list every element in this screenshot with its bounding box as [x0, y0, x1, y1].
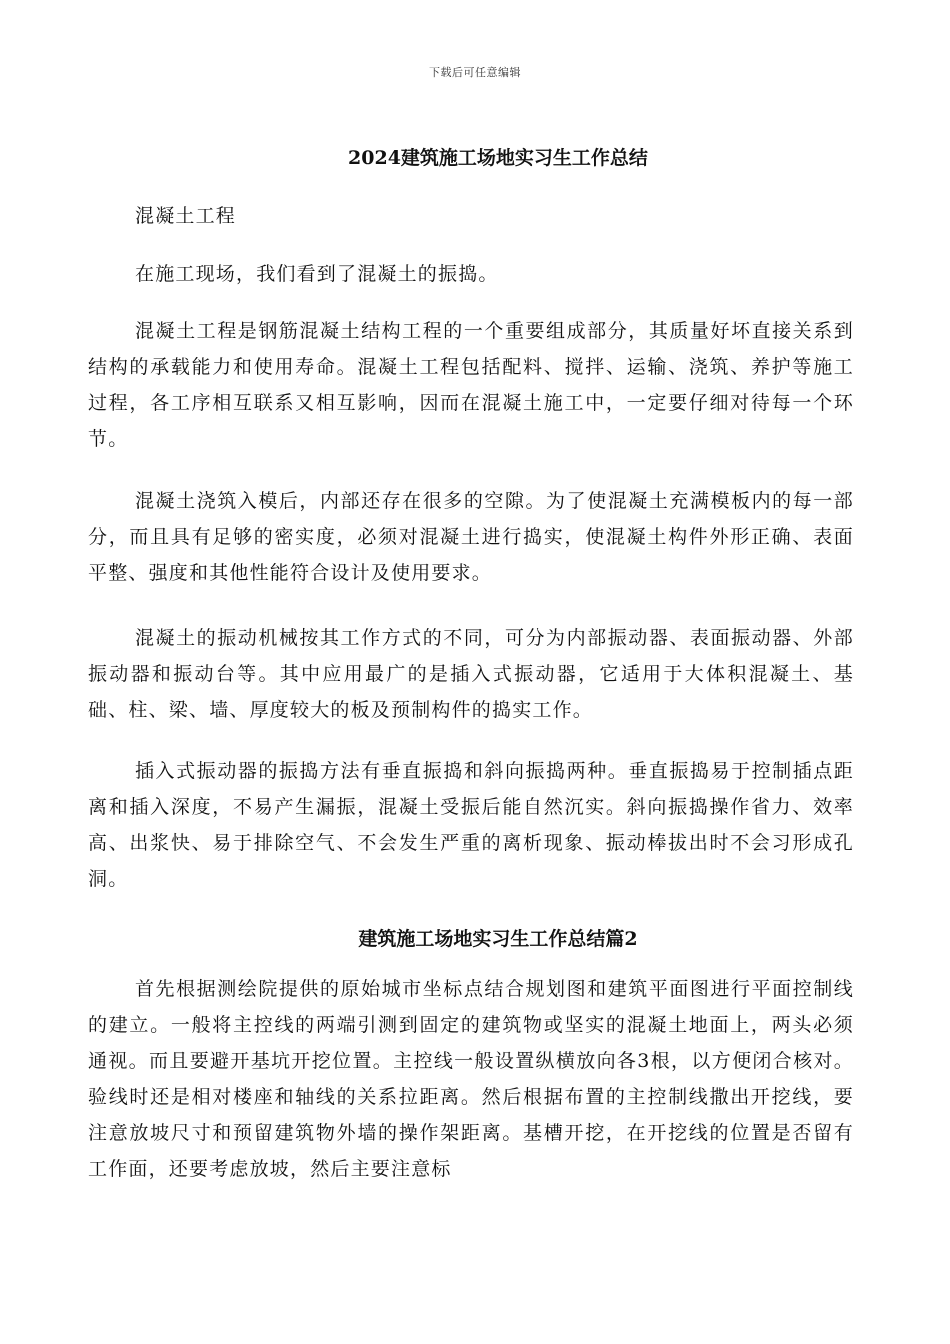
paragraph: 在施工现场，我们看到了混凝土的振捣。 [135, 263, 499, 285]
section-title: 建筑施工场地实习生工作总结篇2 [358, 928, 638, 950]
page-header-note: 下载后可任意编辑 [429, 66, 521, 79]
paragraph: 插入式振动器的振捣方法有垂直振捣和斜向振捣两种。垂直振捣易于控制插点距离和插入深度，不易产生漏振，混凝土受振后能自然沉实。斜向振捣操作省力、效率高、出浆快、易于排除空气、不会发生严重的离析现象、振动棒拔出时不会习形成孔洞。 [88, 760, 854, 890]
document-title: 2024建筑施工场地实习生工作总结 [348, 147, 648, 169]
paragraph: 混凝土的振动机械按其工作方式的不同，可分为内部振动器、表面振动器、外部振动器和振动台等。其中应用最广的是插入式振动器，它适用于大体积混凝土、基础、柱、梁、墙、厚度较大的板及预制构件的捣实工作。 [88, 627, 854, 721]
paragraph: 混凝土浇筑入模后，内部还存在很多的空隙。为了使混凝土充满模板内的每一部分，而且具有足够的密实度，必须对混凝土进行捣实，使混凝土构件外形正确、表面平整、强度和其他性能符合设计及使用要求。 [88, 490, 854, 584]
paragraph: 首先根据测绘院提供的原始城市坐标点结合规划图和建筑平面图进行平面控制线的建立。一般将主控线的两端引测到固定的建筑物或坚实的混凝土地面上，两头必须通视。而且要避开基坑开挖位置。主控线一般设置纵横放向各3根，以方便闭合核对。验线时还是相对楼座和轴线的关系拉距离。然后根据布置的主控制线撒出开挖线，要注意放坡尺寸和预留建筑物外墙的操作架距离。基槽开挖，在开挖线的位置是否留有工作面，还要考虑放坡，然后主要注意标 [88, 978, 854, 1180]
paragraph: 混凝土工程 [135, 205, 237, 227]
paragraph: 混凝土工程是钢筋混凝土结构工程的一个重要组成部分，其质量好坏直接关系到结构的承载能力和使用寿命。混凝土工程包括配料、搅拌、运输、浇筑、养护等施工过程，各工序相互联系又相互影响，因而在混凝土施工中，一定要仔细对待每一个环节。 [88, 320, 854, 450]
